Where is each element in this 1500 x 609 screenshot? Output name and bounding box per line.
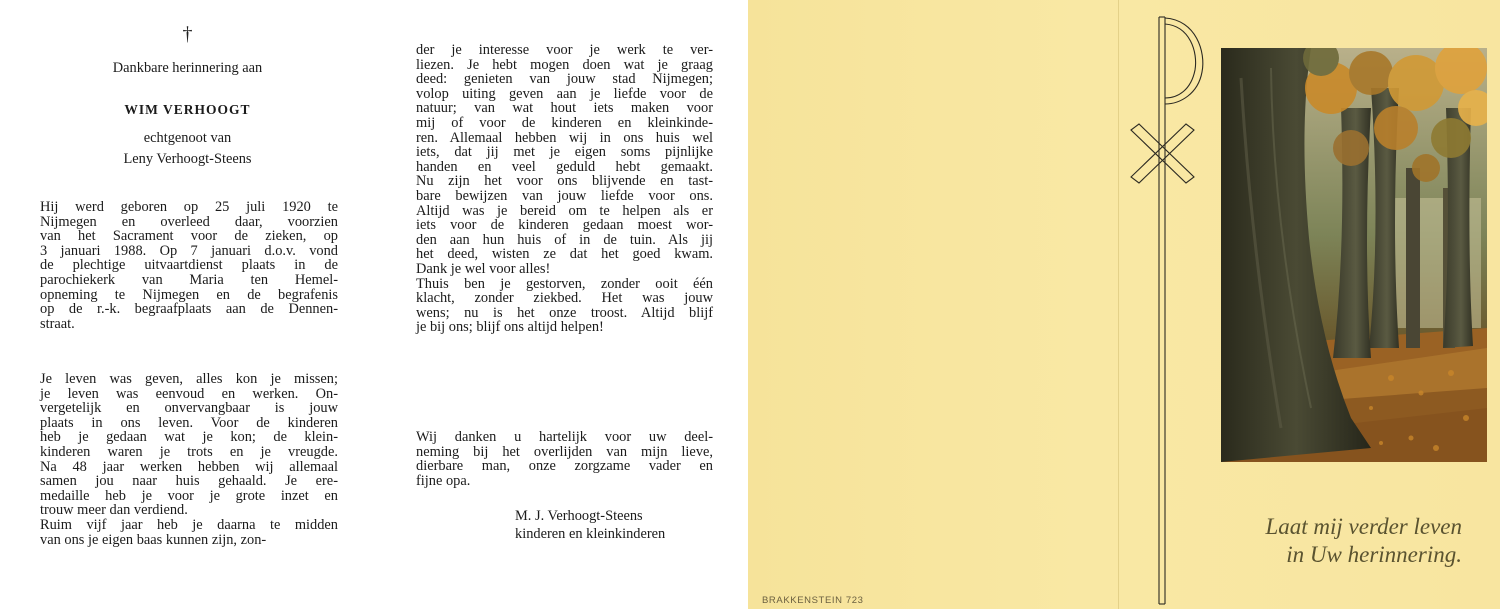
autumn-forest-photo [1221, 48, 1487, 462]
tribute-line: heb je gedaan wat je kon; de klein- [40, 429, 338, 446]
tribute-continued-paragraph [416, 43, 713, 335]
tribute-continued-line: Nu zijn het voor ons blijvende en tast- [416, 173, 713, 190]
thanks-line: Wij danken u hartelijk voor uw deel- [416, 429, 713, 445]
tribute-continued-line: Thuis ben je gestorven, zonder ooit één [416, 275, 713, 292]
card-left-page [0, 0, 375, 609]
tribute-line: vergetelijk en onvervangbaar is jouw [40, 400, 338, 417]
thanks-line: neming bij het overlijden van mijn lieve, [416, 443, 713, 460]
tribute-line: Na 48 jaar werken hebben wij allemaal [40, 458, 338, 475]
tribute-line: van ons je eigen baas kunnen zijn, zon- [40, 531, 267, 548]
tribute-continued-line: natuur; van wat hout iets maken voor [416, 100, 713, 117]
biography-line: op de r.-k. begraafplaats aan de Dennen- [40, 301, 338, 318]
tribute-continued-line: mij of voor de kinderen en kleinkinde- [416, 114, 713, 131]
tribute-continued-line: den aan hun huis of in de tuin. Als jij [416, 231, 713, 248]
tribute-line: samen jou naar huis gehaald. Je ere- [40, 473, 338, 490]
tribute-continued-line: het deed, wisten ze dat het goed kwam. [416, 246, 713, 263]
signature-family: kinderen en kleinkinderen [515, 526, 666, 542]
tribute-continued-line: volop uiting geven aan je liefde voor de [416, 85, 713, 102]
biography-line: 3 januari 1988. Op 7 januari d.o.v. vond [40, 242, 338, 259]
tribute-continued-line: deed: genieten van jouw stad Nijmegen; [416, 71, 713, 88]
tribute-line: Je leven was geven, alles kon je missen; [40, 371, 338, 387]
tribute-line: kinderen waren je trots en je vreugde. [40, 443, 338, 460]
spouse-name: Leny Verhoogt-Steens [123, 151, 252, 167]
biography-paragraph [40, 200, 338, 331]
signature-name: M. J. Verhoogt-Steens [515, 508, 643, 524]
tribute-continued-line: Dank je wel voor alles! [416, 260, 551, 277]
tribute-continued-line: ren. Allemaal hebben wij in ons huis wel [416, 129, 713, 146]
tribute-continued-line: iets, dat jij met je eigen soms pijnlijke [416, 144, 713, 161]
tribute-continued-line: bare bewijzen van jouw liefde voor ons. [416, 187, 713, 204]
biography-line: Nijmegen en overleed daar, voorzien [40, 213, 338, 230]
thanks-paragraph [416, 430, 713, 488]
tribute-line: Ruim vijf jaar heb je daarna te midden [40, 516, 338, 533]
biography-line: Hij werd geboren op 25 juli 1920 te [40, 199, 338, 215]
fold-line [1118, 0, 1119, 609]
tribute-paragraph [40, 372, 338, 547]
tribute-continued-line: liezen. Je hebt mogen doen wat je graag [416, 56, 713, 73]
printer-mark: BRAKKENSTEIN 723 [762, 595, 864, 606]
tribute-line: medaille heb je voor je grote inzet en [40, 487, 338, 504]
biography-line: straat. [40, 315, 75, 332]
dedication-heading: Dankbare herinnering aan [112, 60, 263, 76]
tribute-continued-line: je bij ons; blijf ons altijd helpen! [416, 319, 604, 336]
cross-icon: † [182, 23, 193, 45]
tribute-line: plaats in ons leven. Voor de kinderen [40, 414, 338, 431]
thanks-line: dierbare man, onze zorgzame vader en [416, 458, 713, 475]
cover-motto [1142, 513, 1462, 569]
biography-line: de plechtige uitvaartdienst plaats in de [40, 257, 338, 274]
thanks-line: fijne opa. [416, 472, 471, 489]
tribute-continued-line: handen en veel geduld hebt gemaakt. [416, 158, 713, 175]
tribute-continued-line: iets voor de kinderen gedaan moest wor- [416, 217, 713, 234]
tribute-line: je leven was eenvoud en werken. On- [40, 385, 338, 402]
deceased-name: WIM VERHOOGT [124, 102, 251, 117]
tribute-continued-line: Altijd was je bereid om te helpen als er [416, 202, 713, 219]
tribute-line: trouw meer dan verdiend. [40, 502, 188, 519]
biography-line: opneming te Nijmegen en de begrafenis [40, 286, 338, 303]
tribute-continued-line: wens; nu is het onze troost. Altijd blijf [416, 304, 713, 321]
biography-line: parochiekerk van Maria ten Hemel- [40, 271, 338, 288]
motto-line-1: Laat mij verder leven [1265, 514, 1462, 539]
card-middle-page [375, 0, 748, 609]
motto-line-2: in Uw herinnering. [1286, 542, 1462, 567]
biography-line: van het Sacrament voor de zieken, op [40, 228, 338, 245]
tribute-continued-line: klacht, zonder ziekbed. Het was jouw [416, 290, 713, 307]
tribute-continued-line: der je interesse voor je werk te ver- [416, 42, 713, 58]
relation-text: echtgenoot van [143, 130, 232, 146]
